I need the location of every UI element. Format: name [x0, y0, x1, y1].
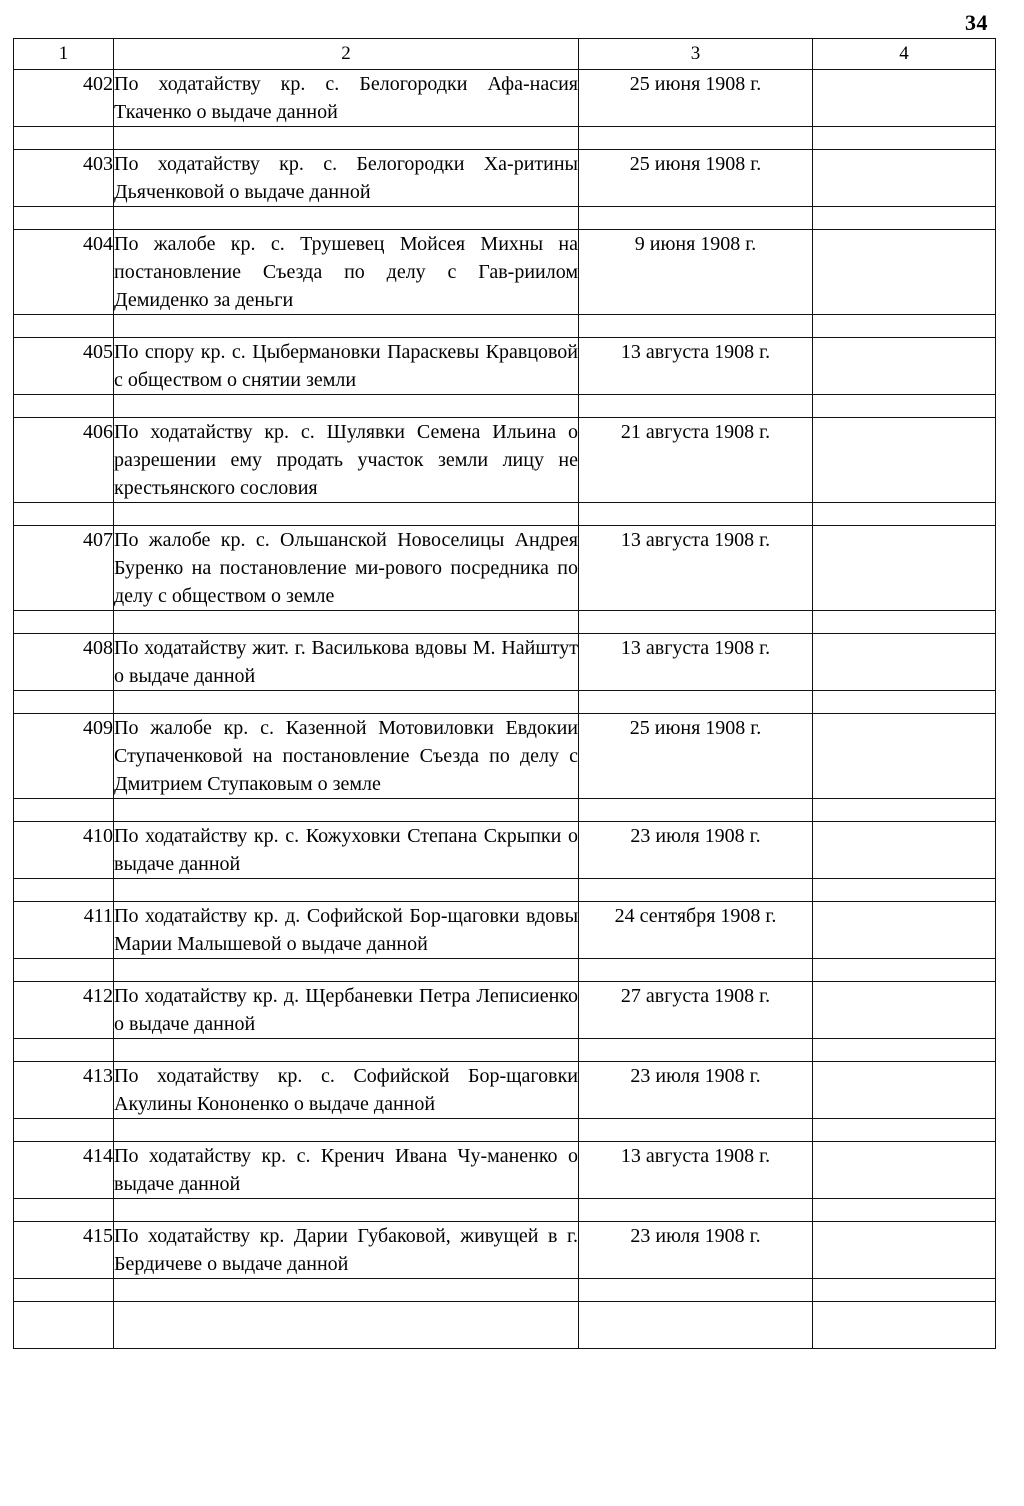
table-header [14, 39, 996, 70]
row-spacer-cell [14, 315, 114, 338]
row-spacer-cell [114, 799, 579, 822]
table-filler-cell [114, 1302, 579, 1349]
row-number: 412 [14, 982, 114, 1039]
row-spacer-cell [14, 207, 114, 230]
row-description: По ходатайству кр. Дарии Губаковой, живущей в г. Бердичеве о выдаче данной [114, 1222, 579, 1279]
row-number: 403 [14, 150, 114, 207]
row-date: 27 августа 1908 г. [579, 982, 813, 1039]
row-spacer [14, 1039, 996, 1062]
row-spacer-cell [813, 1279, 996, 1302]
row-spacer [14, 799, 996, 822]
row-date: 24 сентября 1908 г. [579, 902, 813, 959]
table-row [14, 418, 996, 503]
row-spacer-cell [579, 799, 813, 822]
row-number: 414 [14, 1142, 114, 1199]
row-spacer-cell [114, 611, 579, 634]
row-note [813, 230, 996, 315]
row-spacer-cell [579, 1119, 813, 1142]
row-note [813, 1142, 996, 1199]
row-spacer-cell [579, 1279, 813, 1302]
row-number: 407 [14, 526, 114, 611]
table-row [14, 150, 996, 207]
column-header-1: 1 [14, 39, 114, 70]
row-spacer-cell [114, 395, 579, 418]
row-spacer-cell [813, 207, 996, 230]
row-number: 409 [14, 714, 114, 799]
row-number: 408 [14, 634, 114, 691]
row-spacer-cell [813, 959, 996, 982]
table-row [14, 634, 996, 691]
row-spacer-cell [579, 879, 813, 902]
row-number: 406 [14, 418, 114, 503]
row-description: По ходатайству кр. с. Белогородки Афа-насия Ткаченко о выдаче данной [114, 70, 579, 127]
row-spacer [14, 1279, 996, 1302]
row-spacer-cell [14, 959, 114, 982]
row-note [813, 1062, 996, 1119]
column-header-3: 3 [579, 39, 813, 70]
row-spacer-cell [579, 315, 813, 338]
table-row [14, 902, 996, 959]
row-spacer-cell [579, 959, 813, 982]
row-spacer-cell [813, 1199, 996, 1222]
row-spacer [14, 127, 996, 150]
table-row [14, 1142, 996, 1199]
row-date: 25 июня 1908 г. [579, 70, 813, 127]
row-description: По ходатайству кр. д. Щербаневки Петра Леписиенко о выдаче данной [114, 982, 579, 1039]
row-note [813, 526, 996, 611]
table-row [14, 338, 996, 395]
row-spacer-cell [579, 1199, 813, 1222]
row-spacer-cell [14, 879, 114, 902]
row-date: 9 июня 1908 г. [579, 230, 813, 315]
row-spacer [14, 207, 996, 230]
row-spacer-cell [114, 127, 579, 150]
row-spacer-cell [14, 1039, 114, 1062]
row-date: 23 июля 1908 г. [579, 822, 813, 879]
table-filler-cell [14, 1302, 114, 1349]
row-spacer-cell [579, 395, 813, 418]
row-spacer [14, 503, 996, 526]
row-date: 13 августа 1908 г. [579, 634, 813, 691]
row-number: 413 [14, 1062, 114, 1119]
row-spacer-cell [813, 127, 996, 150]
row-spacer-cell [14, 503, 114, 526]
table-row [14, 526, 996, 611]
table-body [14, 70, 996, 1349]
row-spacer [14, 611, 996, 634]
row-spacer-cell [114, 1119, 579, 1142]
row-spacer-cell [114, 959, 579, 982]
row-note [813, 150, 996, 207]
row-spacer-cell [14, 611, 114, 634]
row-description: По ходатайству кр. с. Софийской Бор-щаговки Акулины Кононенко о выдаче данной [114, 1062, 579, 1119]
row-number: 410 [14, 822, 114, 879]
table-filler-row [14, 1302, 996, 1349]
row-note [813, 338, 996, 395]
row-spacer-cell [114, 1039, 579, 1062]
table-row [14, 982, 996, 1039]
row-description: По жалобе кр. с. Ольшанской Новоселицы Андрея Буренко на постановление ми-рового посредника по делу с обществом о земле [114, 526, 579, 611]
row-spacer-cell [114, 503, 579, 526]
column-header-2: 2 [114, 39, 579, 70]
row-spacer [14, 879, 996, 902]
row-spacer-cell [114, 1279, 579, 1302]
table-filler-cell [579, 1302, 813, 1349]
column-header-4: 4 [813, 39, 996, 70]
row-number: 411 [14, 902, 114, 959]
table-row [14, 230, 996, 315]
row-spacer-cell [579, 1039, 813, 1062]
row-description: По спору кр. с. Цыбермановки Параскевы Кравцовой с обществом о снятии земли [114, 338, 579, 395]
row-number: 415 [14, 1222, 114, 1279]
row-description: По ходатайству кр. с. Кренич Ивана Чу-маненко о выдаче данной [114, 1142, 579, 1199]
row-spacer [14, 959, 996, 982]
row-spacer [14, 691, 996, 714]
row-spacer-cell [813, 879, 996, 902]
table-filler-cell [813, 1302, 996, 1349]
row-spacer-cell [14, 1279, 114, 1302]
row-description: По ходатайству кр. с. Шулявки Семена Ильина о разрешении ему продать участок земли лицу не крестьянского сословия [114, 418, 579, 503]
row-spacer-cell [813, 799, 996, 822]
row-date: 25 июня 1908 г. [579, 714, 813, 799]
row-spacer-cell [14, 395, 114, 418]
row-spacer-cell [813, 1119, 996, 1142]
table-row [14, 1062, 996, 1119]
row-date: 23 июля 1908 г. [579, 1222, 813, 1279]
row-description: По ходатайству кр. с. Кожуховки Степана Скрыпки о выдаче данной [114, 822, 579, 879]
row-number: 404 [14, 230, 114, 315]
row-description: По жалобе кр. с. Трушевец Мойсея Михны на постановление Съезда по делу с Гав-риилом Демиденко за деньги [114, 230, 579, 315]
row-note [813, 1222, 996, 1279]
row-note [813, 418, 996, 503]
row-date: 13 августа 1908 г. [579, 1142, 813, 1199]
row-note [813, 714, 996, 799]
row-number: 405 [14, 338, 114, 395]
row-spacer-cell [813, 315, 996, 338]
row-spacer-cell [579, 691, 813, 714]
row-note [813, 70, 996, 127]
row-spacer-cell [579, 611, 813, 634]
row-spacer-cell [813, 611, 996, 634]
row-spacer-cell [114, 691, 579, 714]
row-description: По ходатайству кр. д. Софийской Бор-щаговки вдовы Марии Малышевой о выдаче данной [114, 902, 579, 959]
row-spacer-cell [813, 691, 996, 714]
row-spacer-cell [14, 691, 114, 714]
row-spacer-cell [114, 315, 579, 338]
row-date: 13 августа 1908 г. [579, 338, 813, 395]
row-spacer-cell [14, 127, 114, 150]
row-date: 25 июня 1908 г. [579, 150, 813, 207]
row-spacer [14, 1199, 996, 1222]
row-note [813, 982, 996, 1039]
row-spacer-cell [813, 395, 996, 418]
row-spacer-cell [813, 503, 996, 526]
register-table [13, 38, 996, 1349]
row-note [813, 902, 996, 959]
row-spacer [14, 315, 996, 338]
row-note [813, 822, 996, 879]
row-spacer-cell [114, 879, 579, 902]
row-spacer-cell [114, 1199, 579, 1222]
row-spacer-cell [579, 127, 813, 150]
row-date: 23 июля 1908 г. [579, 1062, 813, 1119]
row-spacer [14, 1119, 996, 1142]
row-spacer-cell [579, 207, 813, 230]
row-note [813, 634, 996, 691]
row-description: По жалобе кр. с. Казенной Мотовиловки Евдокии Ступаченковой на постановление Съезда по делу с Дмитрием Ступаковым о земле [114, 714, 579, 799]
page-number: 34 [965, 10, 988, 35]
row-spacer-cell [114, 207, 579, 230]
table-row [14, 822, 996, 879]
table-row [14, 1222, 996, 1279]
row-spacer [14, 395, 996, 418]
table-row [14, 70, 996, 127]
row-spacer-cell [14, 799, 114, 822]
table-row [14, 714, 996, 799]
row-spacer-cell [813, 1039, 996, 1062]
row-description: По ходатайству жит. г. Василькова вдовы М. Найштут о выдаче данной [114, 634, 579, 691]
row-spacer-cell [579, 503, 813, 526]
row-description: По ходатайству кр. с. Белогородки Ха-ритины Дьяченковой о выдаче данной [114, 150, 579, 207]
row-spacer-cell [14, 1119, 114, 1142]
row-date: 21 августа 1908 г. [579, 418, 813, 503]
row-number: 402 [14, 70, 114, 127]
row-spacer-cell [14, 1199, 114, 1222]
table-header-row [14, 39, 996, 70]
row-date: 13 августа 1908 г. [579, 526, 813, 611]
